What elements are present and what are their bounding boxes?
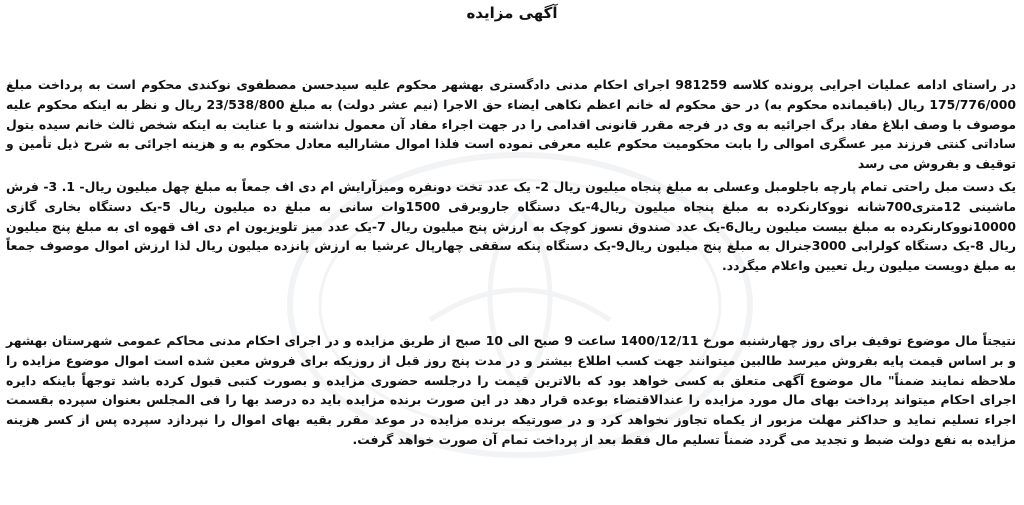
- notice-title: آگهی مزایده: [466, 4, 558, 22]
- notice-paragraph-terms: نتیجتاً مال موضوع توقیف برای روز چهارشنبه مورخ 1400/12/11 ساعت 9 صبح الی 10 صبح از طریق مزایده و در اجرای احکام مدنی محاکم عمومی شهرستان بهشهر و بر اساس قیمت پایه بفروش میرسد طالبین میتوانند جهت کسب اطلاع بیشتر و در مدت پنج روز قبل از روزیکه برای فروش معین شده است اموال موضوع مزایده را ملاحظه نمایند ضمناً" مال موضوع آگهی متعلق به کسی خواهد بود که بالاترین قیمت را درجلسه حضوری مزایده و بصورت کتبی قبول کرده باشد توجهاً باینکه دایره اجرای احکام میتواند پرداخت بهای مال مورد مزایده را عندالاقتضاء بوعده قرار دهد در این صورت برنده مزایده باید ده درصد بها را فی المجلس بعنوان سپرده بقسمت اجراء تسلیم نماید و حداکثر مهلت مزبور از یکماه تجاوز نخواهد کرد و در صورتیکه برنده مزایده در موعد مقرر بقیه بهای اموال را نپردازد سپرده پس از کسر هزینه مزایده به نفع دولت ضبط و تجدید می گردد ضمناً تسلیم مال فقط بعد از پرداخت تمام آن صورت خواهد گرفت.: [6, 333, 1017, 447]
- notice-paragraph-items: یک دست مبل راحتی تمام پارچه باجلومبل وعسلی به مبلغ پنجاه میلیون ریال 2- یک عدد تخت دونفره ومیزآرایش ام دی اف جمعاً به مبلغ چهل میلیون ریال- 1. 3- فرش ماشینی 12متری700شانه نووکارنکرده به مبلغ پنجاه میلیون ریال4-یک دستگاه جاروبرقی 1500وات سانی به مبلغ ده میلیون ریال 5-یک دستگاه بخاری گازی 10000نووکارنکرده به مبلغ بیست میلیون ریال6-یک عدد صندوق نسوز کوچک به ارزش پنج میلیون ریال 7-یک عدد میز تلویزیون ام دی اف قهوه ای به مبلغ پنج میلیون ریال 8-یک دستگاه کولرابی 3000جنرال به مبلغ پنج میلیون ریال9-یک دستگاه پنکه سقفی چهارپال عرشیا به ارزش پانزده میلیون ریال لذا ارزش اموال موصوف جمعاً به مبلغ دویست میلیون ریل تعیین واعلام میگردد.: [6, 179, 1017, 274]
- notice-paragraph-intro: در راستای ادامه عملیات اجرایی پرونده کلاسه 981259 اجرای احکام مدنی دادگستری بهشهر محکوم علیه سیدحسن مصطفوی نوکندی محکوم است به پرداخت مبلغ 175/776/000 ریال (باقیمانده محکوم به) در حق محکوم له خانم اعظم نکاهی ایضاء حق الاجرا (نیم عشر دولت) به مبلغ 23/538/800 ریال و نظر به اینکه محکوم علیه موصوف با وصف ابلاغ مفاد برگ اجرائیه به وی در فرجه مقرر قانونی اقدامی را در جهت اجراء مفاد آن معمول نداشته و با عنایت به اینکه شخص ثالث خانم سیده بتول ساداتی کنتی فرزند میر عسگری اموالی را بابت محکومیت محکوم علیه معرفی نموده است فلذا اموال مشارالیه معادل محکوم به و هزینه اجرائی به شرح ذیل تأمین و توقیف و بفروش می رسد: [6, 77, 1017, 172]
